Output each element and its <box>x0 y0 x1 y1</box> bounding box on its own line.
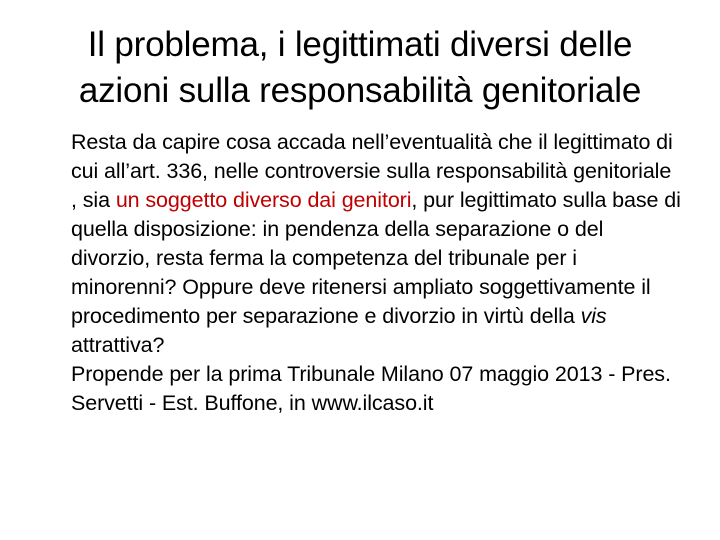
paragraph-question-text-1: Resta da capire cosa accada nell’eventualità che il legittimato di cui all’art. 336, nelle controversie sulla responsabilità genitoriale , sia <box>71 130 673 212</box>
paragraph-question <box>71 128 681 360</box>
title-line-2: azioni sulla responsabilità genitoriale <box>78 71 642 110</box>
title-line-1: Il problema, i legittimati diversi delle <box>87 25 633 64</box>
highlighted-phrase: un soggetto diverso dai genitori <box>115 188 412 212</box>
paragraph-question-text-2: , pur legittimato sulla base di quella disposizione: in pendenza della separazione o del divorzio, resta ferma la competenza del tribunale per i minorenni? Oppure deve ritenersi ampliato soggettivamente il procedimento per separazione e divorzio in virtù della <box>71 188 681 328</box>
italic-term: vis <box>580 304 607 328</box>
slide-title <box>30 22 690 114</box>
slide-body <box>71 128 681 418</box>
paragraph-question-text-3: attrattiva? <box>71 333 165 357</box>
paragraph-ruling: Propende per la prima Tribunale Milano 07 maggio 2013 - Pres. Servetti - Est. Buffone, in www.ilcaso.it <box>71 362 671 415</box>
